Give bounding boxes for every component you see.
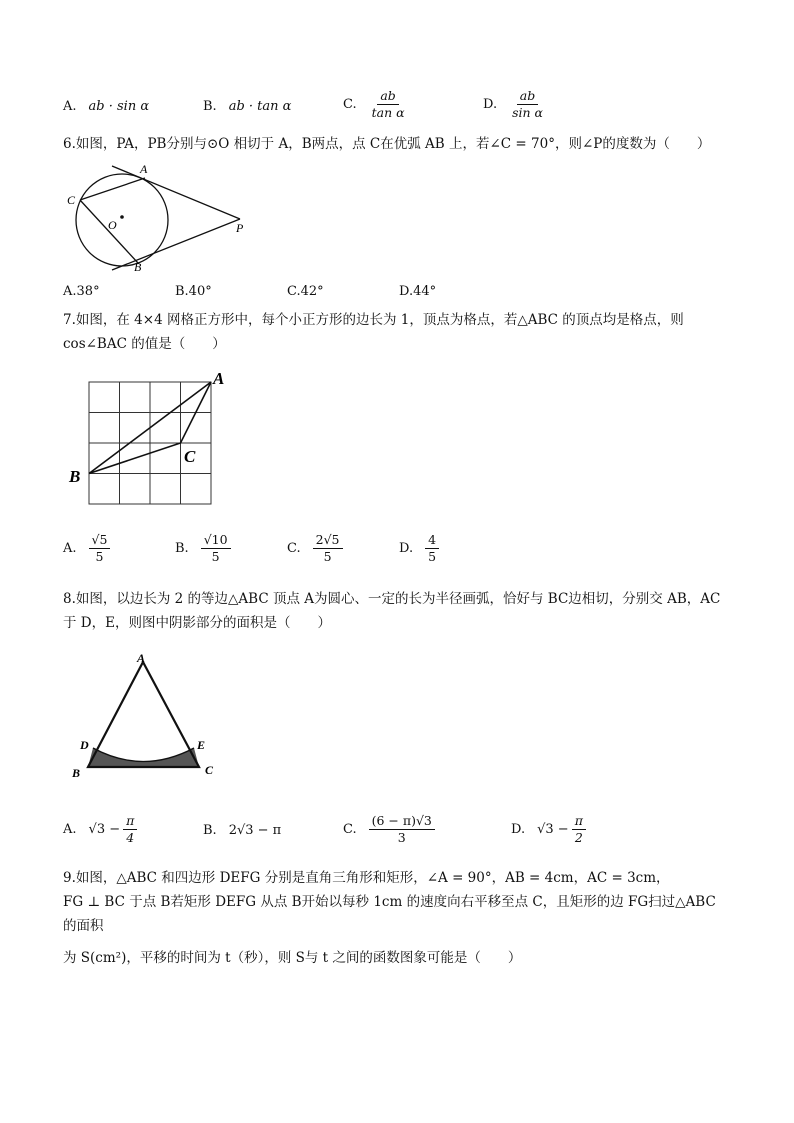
q5-option-c[interactable]: C. $\frac{ab}{\text{tan α}}$ [343,88,408,120]
fraction: $\frac{\pi}{4}$ [123,813,137,845]
label-c: C [205,763,214,777]
fraction: $\frac{ab}{\text{tan α}}$ [371,88,405,120]
center-point [120,215,124,219]
label-b: B [69,467,81,486]
label-p: P [236,221,244,235]
fraction: $\frac{4}{5}$ [425,532,439,564]
q7-option-b[interactable]: B. $\frac{√10}{5}$ [175,532,231,564]
q9-stem-line4: 为 S(cm²)，平移的时间为 t（秒），则 S与 t 之间的函数图象可能是（ ） [63,950,522,966]
q7-option-d[interactable]: D. $\frac{4}{5}$ [399,532,439,564]
q7-grid-figure [66,365,236,515]
q6-circle-tangent-figure [60,158,260,278]
q7-stem-line1: 7.如图，在 4×4 网格正方形中，每个小正方形的边长为 1，顶点为格点，若△ABC 的顶点均是格点，则 [63,312,684,328]
q8-stem-line2: 于 D，E，则图中阴影部分的面积是（ ） [63,615,331,631]
q6-option-d[interactable]: D.44° [399,284,437,299]
q5-option-d[interactable]: D. $\frac{ab}{\text{sin α}}$ [483,88,546,120]
q9-stem-line2: FG ⊥ BC 于点 B若矩形 DEFG 从点 B开始以每秒 1cm 的速度向右平移至点 C，且矩形的边 FG扫过△ABC [63,894,716,910]
q5-option-b[interactable]: B. ab · tan α [203,99,292,114]
fraction: $\frac{2√5}{5}$ [313,532,343,564]
label-c: C [67,193,76,207]
label-c: C [184,447,196,466]
shaded-region [88,748,199,767]
tangent-pb [112,219,240,270]
q7-stem-line2: cos∠BAC 的值是（ ） [63,336,226,352]
label-e: E [197,738,206,752]
q7-option-a[interactable]: A. $\frac{√5}{5}$ [63,532,110,564]
q9-stem-line1: 9.如图，△ABC 和四边形 DEFG 分别是直角三角形和矩形，∠A = 90°，AB = 4cm，AC = 3cm， [63,870,670,886]
chord-ca [80,178,145,200]
label-b: B [134,260,142,274]
q8-option-a[interactable]: A. √3 − $\frac{\pi}{4}$ [63,813,137,845]
fraction: $\frac{√10}{5}$ [201,532,231,564]
grid-lines [89,382,211,504]
q6-option-c[interactable]: C.42° [287,284,324,299]
q7-option-c[interactable]: C. $\frac{2√5}{5}$ [287,532,343,564]
label-d: D [80,738,89,752]
q8-triangle-arc-figure [66,648,236,783]
q6-option-a[interactable]: A.38° [63,284,100,299]
fraction: $\frac{ab}{\text{sin α}}$ [512,88,543,120]
label-a: A [137,651,146,665]
q8-option-d[interactable]: D. √3 − $\frac{\pi}{2}$ [511,813,586,845]
fraction: $\frac{√5}{5}$ [89,532,111,564]
label-a: A [140,162,148,176]
q8-option-b[interactable]: B. 2√3 − π [203,823,282,838]
q6-option-b[interactable]: B.40° [175,284,212,299]
q8-option-c[interactable]: C. $\frac{(6 - \pi)√3}{3}$ [343,813,435,845]
label-o: O [108,218,117,232]
q8-stem-line1: 8.如图，以边长为 2 的等边△ABC 顶点 A为圆心、一定的长为半径画弧，恰好与 BC边相切，分别交 AB，AC [63,591,721,607]
fraction: $\frac{(6 - \pi)√3}{3}$ [369,813,435,845]
fraction: $\frac{\pi}{2}$ [572,813,586,845]
label-b: B [72,766,81,780]
q9-stem-line3: 的面积 [63,918,104,934]
circle-o [76,174,168,266]
q5-option-a[interactable]: A. ab · sin α [63,99,150,114]
q6-stem: 6.如图，PA，PB分别与⊙O 相切于 A，B两点，点 C在优弧 AB 上，若∠C = 70°，则∠P的度数为（ ） [63,136,711,152]
triangle-abc [88,662,199,767]
tangent-pa [112,166,240,219]
label-a: A [213,369,225,388]
